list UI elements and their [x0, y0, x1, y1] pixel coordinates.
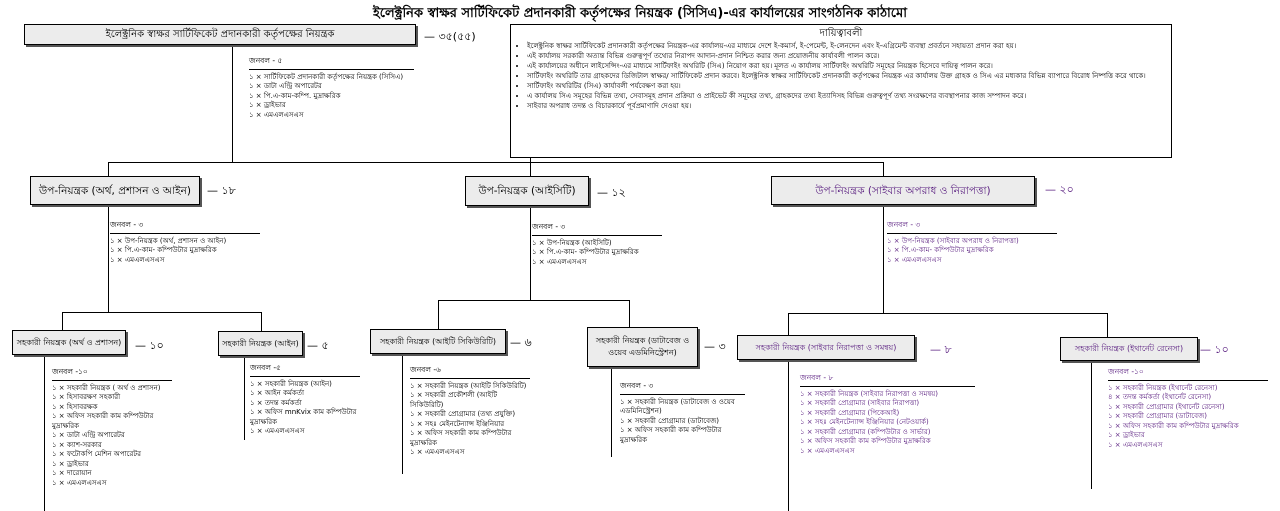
page-title: ইলেক্ট্রনিক স্বাক্ষর সার্টিফিকেট প্রদানকারী কর্তৃপক্ষের নিয়ন্ত্রক (সিসিএ)-এর কার্যালয়ের সাংগঠনিক কাঠামো	[372, 6, 908, 21]
top-controller-label: ইলেক্ট্রনিক স্বাক্ষর সার্টিফিকেট প্রদানকারী কর্তৃপক্ষের নিয়ন্ত্রক	[105, 28, 335, 40]
count-value: ৫	[321, 339, 329, 352]
assistant-label: সহকারী নিয়ন্ত্রক (আইন)	[222, 338, 299, 348]
assistant-label: সহকারী নিয়ন্ত্রক (ডাটাবেজ ও ওয়েব এডমিনিস্ট্রেশন)	[595, 336, 690, 357]
staff-item: ১ × পি.এ-কাম-কম্পি. মুদ্রাক্ষরিক	[249, 91, 341, 100]
deputy-label: উপ-নিয়ন্ত্রক (আইসিটি)	[478, 185, 576, 197]
deputy-count: — ১৮	[207, 184, 236, 197]
assistant-count: — ১০	[1200, 343, 1229, 356]
staff-item: ১ × পি.এ-কাম- কম্পিউটার মুদ্রাক্ষরিক	[887, 246, 994, 254]
connector	[232, 44, 233, 162]
staff-item: ১ × হিসাবরক্ষক	[52, 402, 98, 411]
assistant-count: — ৩	[704, 340, 726, 353]
assistant-label: সহকারী নিয়ন্ত্রক (ইথার্নেট রেনেসা)	[1074, 344, 1184, 353]
duty-item: • সাইবার অপরাধ তদন্ত ও বিচারকার্যে পূর্বপ্রমাণাদি দেওয়া হয়।	[527, 101, 1165, 111]
top-staff-list	[249, 56, 414, 120]
staff-item: ১ × অফিস mnKvix কাম কম্পিউটার মুদ্রাক্ষরিক	[250, 408, 357, 426]
top-controller-box	[24, 24, 416, 45]
assistant-box-finance-admin	[12, 330, 126, 355]
duties-box	[510, 24, 1172, 158]
staff-item: ১ × তদন্ত কর্মকর্তা	[250, 398, 302, 407]
assistant-label: সহকারী নিয়ন্ত্রক (আইটি সিকিউরিটি)	[379, 336, 497, 346]
staff-item: ১ × সহকারী নিয়ন্ত্রক (ইথার্নেট রেনেসা)	[1108, 383, 1218, 392]
connector	[62, 312, 63, 330]
connector	[1091, 361, 1092, 489]
staff-item: ১ × এমএলএসএস	[1108, 440, 1163, 449]
connector	[62, 312, 262, 313]
staff-heading: জনবল -১০	[52, 367, 172, 381]
staff-item: ১ × উপ-নিয়ন্ত্রক (অর্থ, প্রশাসন ও আইন)	[110, 236, 227, 245]
assistant-staff-list	[800, 373, 975, 456]
assistant-staff-list	[620, 381, 745, 445]
staff-item: ১ × সহকারী প্রোগ্রামার (তথ্য প্রযুক্তি)	[410, 410, 516, 418]
staff-item: ১ × সহকারী প্রোগ্রামার (কম্পিউটার ও সার্ভার)	[800, 427, 931, 436]
staff-item: ১ × এমএলএসএস	[532, 257, 587, 266]
staff-heading: জনবল - ৩	[620, 381, 745, 395]
deputy-staff-list	[110, 220, 260, 265]
assistant-staff-list	[410, 365, 530, 458]
duty-item: • সার্টিফাইং অথরিটি তার গ্রাহকদের ডিজিটাল স্বাক্ষর/ সার্টিফিকেট প্রদান করবে। ইলেক্ট্রনিক স্বাক্ষর সার্টিফিকেট প্রদানকারী কর্তৃপক্ষের নিয়ন্ত্রক এর কার্যালয় উক্ত গ্রাহক ও সিএ এর মধ্যকার বিভিন্ন ব্যাপারে বিরোধ নিষ্পত্তি করে থাকে।	[527, 71, 1165, 81]
assistant-staff-list	[250, 363, 360, 437]
connector	[261, 312, 262, 331]
staff-item: ১ × অফিস সহকারী কাম কম্পিউটার মুদ্রাক্ষরিক	[800, 437, 931, 445]
count-value: ১০	[149, 339, 164, 352]
connector	[108, 162, 884, 163]
staff-item: ১ × অফিস সহকারী কাম কম্পিউটার মুদ্রাক্ষরিক	[620, 426, 722, 444]
duty-item: • এই কার্যালয়ের অধীনে লাইসেন্সিং-এর মাধ্যমে সার্টিফাইং অথরিটি (সিএ) নিয়োগ করা হয়। মূলত এ কার্যালয় সার্টিফাইং অথরিটি সমূহের নিয়ন্ত্রক হিসেবে দায়িত্ব পালন করে।	[527, 61, 1165, 71]
staff-item: ১ × উপ-নিয়ন্ত্রক (আইসিটি)	[532, 238, 612, 247]
connector	[402, 354, 403, 474]
connector	[788, 313, 789, 335]
connector	[788, 313, 1108, 314]
staff-item: ১ × সহকারী নিয়ন্ত্রক (আইন)	[250, 379, 332, 388]
staff-heading: জনবল -৬	[410, 365, 530, 379]
connector	[530, 158, 531, 176]
staff-item: ১ × সহকারী নিয়ন্ত্রক (সাইবার নিরাপত্তা ও সমন্বয়)	[800, 389, 939, 398]
assistant-box-law	[218, 331, 303, 356]
connector	[438, 300, 630, 301]
assistant-staff-list	[1108, 367, 1268, 450]
staff-item: ১ × সহঃ মেইনটেন্যান্স ইঞ্জিনিয়ার (নেটওয়ার্ক)	[800, 418, 929, 426]
deputy-box-cyber	[771, 176, 1035, 205]
staff-item: ১ × হিসাবরক্ষণ সহকারী	[52, 393, 121, 401]
staff-heading: জনবল - ৩	[887, 220, 1057, 234]
staff-item: ১ × সহকারী নিয়ন্ত্রক ( অর্থ ও প্রশাসন)	[52, 383, 161, 392]
connector	[108, 205, 109, 312]
connector	[530, 206, 531, 300]
staff-item: ১ × অফিস সহকারী কাম কম্পিউটার মুদ্রাক্ষরিক	[52, 412, 154, 430]
assistant-label: সহকারী নিয়ন্ত্রক (সাইবার নিরাপত্তা ও সমন্বয়)	[755, 342, 897, 352]
deputy-count: — ১২	[597, 186, 626, 199]
staff-item: ১ × সহঃ মেইনটেন্যান্স ইঞ্জিনিয়ার	[410, 419, 505, 428]
staff-item: ১ × এমএলএসএস	[800, 446, 855, 455]
duty-item: • এই কার্যালয় সরকারী অত্যন্ত বিভিন্ন গুরুত্বপূর্ণ তথ্যের নিরাপদ আদান-প্রদান নিশ্চিত করার জন্য প্রয়োজনীয় কার্যাবলী পালন করে।	[527, 51, 1165, 61]
connector	[244, 356, 245, 440]
connector	[883, 205, 884, 313]
connector	[1107, 313, 1108, 337]
deputy-box-ict	[465, 176, 589, 206]
staff-item: ১ × সহকারী প্রোগ্রামার (ডাটাবেজ)	[1108, 412, 1207, 420]
count-value: ১০	[1214, 343, 1229, 356]
staff-item: ১ × অফিস সহকারী কাম কম্পিউটার মুদ্রাক্ষরিক	[1108, 421, 1239, 430]
assistant-count: — ৫	[307, 339, 329, 352]
staff-item: ১ × সহকারী প্রোগ্রামার (ইথার্নেট রেনেসা)	[1108, 402, 1225, 411]
staff-item: ১ × এমএলএসএস	[110, 255, 165, 264]
assistant-count: — ১০	[135, 339, 164, 352]
staff-item: ১ × ফটোকপি মেশিন অপারেটর	[52, 450, 141, 458]
staff-heading: জনবল -৫	[250, 363, 360, 377]
assistant-box-it-security	[370, 329, 506, 354]
staff-item: ১ × এমএলএসএস	[249, 110, 304, 119]
count-value: ১৮	[221, 184, 236, 197]
count-value: ৬	[524, 336, 532, 349]
staff-item: ১ × অফিস সহকারী কাম কম্পিউটার মুদ্রাক্ষরিক	[410, 429, 512, 447]
staff-heading: জনবল - ৮	[800, 373, 975, 387]
assistant-count: — ৬	[510, 336, 532, 349]
staff-item: ১ × দারোয়ান	[52, 469, 92, 477]
staff-item: ১ × এমএলএসএস	[887, 255, 942, 264]
assistant-box-ethernet	[1060, 337, 1198, 361]
staff-item: ১ × ডাটা এন্ট্রি অপারেটর	[52, 431, 125, 439]
connector	[44, 355, 45, 511]
duty-item: • সার্টিফাইং অথরিটির (সিএ) কার্যাবলী পর্যবেক্ষণ করা হয়।	[527, 81, 1165, 91]
staff-item: ১ × সহকারী প্রোগ্রামার (পিকেআই)	[800, 408, 900, 417]
deputy-staff-list	[532, 222, 662, 267]
connector	[611, 367, 612, 457]
count-value: ২০	[1059, 183, 1074, 196]
staff-item: ১ × সার্টিফিকেট প্রদানকারী কর্তৃপক্ষের নিয়ন্ত্রক (সিসিএ)	[249, 72, 404, 81]
staff-heading: জনবল -১০	[1108, 367, 1268, 381]
staff-item: ৪ × তদন্ত কর্মকর্তা (ইথার্নেট রেনেসা)	[1108, 393, 1212, 401]
count-value: ১২	[611, 186, 626, 199]
assistant-label: সহকারী নিয়ন্ত্রক (অর্থ ও প্রশাসন)	[16, 337, 122, 347]
top-controller-count: — ৩৫(৫৫)	[424, 30, 476, 43]
connector	[883, 162, 884, 176]
duty-item: • এ কার্যালয় সিএ সমূহের বিভিন্ন তথ্য, সেবাসমূহ প্রদান প্রক্রিয়া ও প্রাইভেট কী সমূহের তথ্য, গ্রাহকদের তথ্য ইত্যাদিসহ বিভিন্ন গুরুত্বপূর্ণ তথ্য সংরক্ষণের ব্যবস্থাপনার কাজ সম্পাদন করে।	[527, 91, 1165, 101]
staff-item: ১ × সহকারী প্রকৌশলী (আইটি সিকিউরিটি)	[410, 391, 498, 409]
assistant-staff-list	[52, 367, 172, 488]
staff-item: ১ × পি.এ-কাম- কম্পিউটার মুদ্রাক্ষরিক	[532, 248, 639, 256]
staff-item: ১ × ড্রাইভার	[1108, 431, 1145, 439]
staff-heading: জনবল - ৩	[532, 222, 662, 236]
staff-heading: জনবল - ৩	[110, 220, 260, 234]
staff-item: ১ × সহকারী প্রোগ্রামার (ডাটাবেজ)	[620, 416, 719, 425]
staff-item: ১ × উপ-নিয়ন্ত্রক (সাইবার অপরাধ ও নিরাপত্তা)	[887, 236, 1019, 245]
staff-item: ১ × সহকারী প্রোগ্রামার (সাইবার নিরাপত্তা)	[800, 399, 920, 407]
deputy-box-finance-admin-law	[30, 176, 200, 205]
staff-item: ১ × পি.এ-কাম- কম্পিউটার মুদ্রাক্ষরিক	[110, 246, 217, 254]
assistant-count: — ৮	[930, 343, 952, 356]
duty-item: • ইলেক্ট্রনিক স্বাক্ষর সার্টিফিকেট প্রদানকারী কর্তৃপক্ষের নিয়ন্ত্রক-এর কার্যালয়-এর মাধ্যমে দেশে ই-কমার্স, ই-পেমেন্ট, ই-লেনদেন এবং ই-এগ্রিমেন্ট ব্যবস্থা প্রবর্তনে সহায়তা প্রদান করা হয়।	[527, 41, 1165, 51]
staff-item: ১ × ড্রাইভার	[52, 459, 89, 468]
staff-item: ১ × এমএলএসএস	[52, 478, 107, 487]
staff-item: ১ × ডাটা এন্ট্রি অপারেটর	[249, 82, 322, 90]
deputy-count: — ২০	[1045, 183, 1074, 196]
staff-heading: জনবল - ৫	[249, 56, 414, 70]
count-value: ৩	[718, 340, 726, 353]
top-count-value: ৩৫(৫৫)	[438, 30, 476, 43]
deputy-label: উপ-নিয়ন্ত্রক (সাইবার অপরাধ ও নিরাপত্তা)	[815, 184, 991, 197]
count-value: ৮	[944, 343, 952, 356]
deputy-staff-list	[887, 220, 1057, 265]
staff-item: ১ × এমএলএসএস	[410, 448, 465, 456]
staff-item: ১ × সহকারী নিয়ন্ত্রক (আইটি সিকিউরিটি)	[410, 381, 527, 390]
staff-item: ১ × ড্রাইভার	[249, 101, 286, 109]
deputy-label: উপ-নিয়ন্ত্রক (অর্থ, প্রশাসন ও আইন)	[39, 184, 191, 197]
connector	[438, 300, 439, 329]
duties-heading: দায়িত্বাবলী	[819, 28, 863, 39]
assistant-box-cyber-security	[737, 335, 915, 360]
connector	[788, 360, 789, 511]
staff-item: ১ × সহকারী নিয়ন্ত্রক (ডাটাবেজ ও ওয়েব এডমিনিস্ট্রেশন)	[620, 397, 735, 415]
assistant-box-database-web	[587, 327, 698, 367]
staff-item: ১ × ক্যাশ-সরকার	[52, 440, 102, 449]
connector	[629, 300, 630, 327]
staff-item: ১ × আইন কর্মকর্তা	[250, 389, 305, 397]
staff-item: ১ × এমএলএসএস	[250, 427, 305, 435]
